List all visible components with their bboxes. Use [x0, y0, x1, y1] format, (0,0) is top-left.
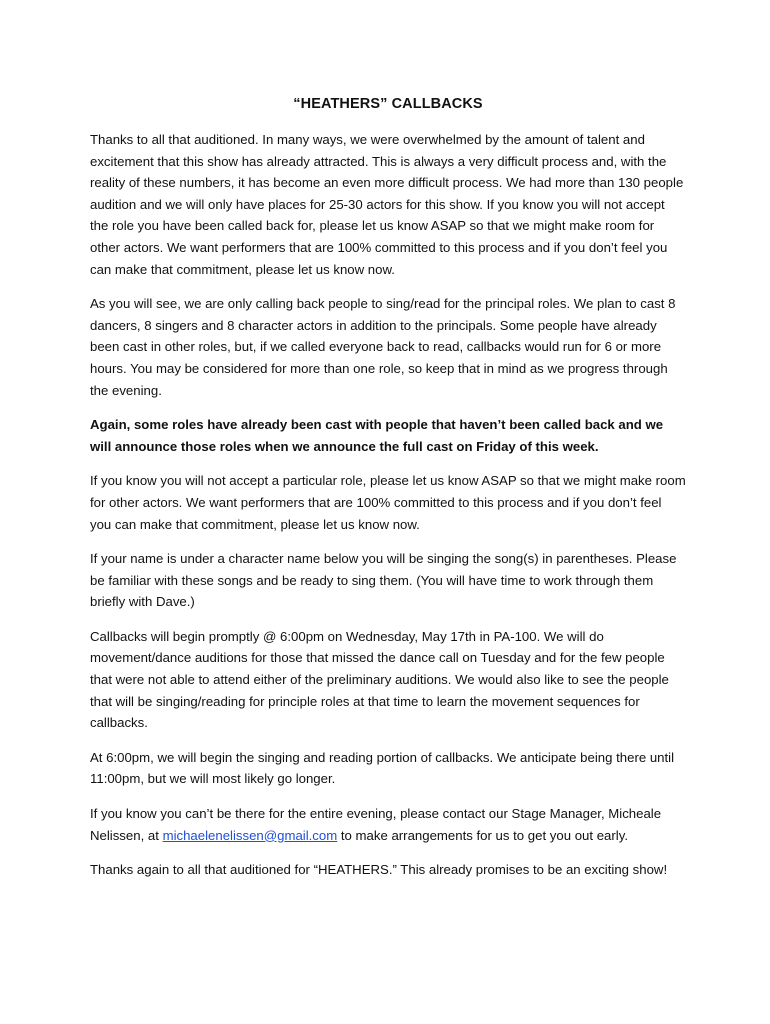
paragraph-schedule: Callbacks will begin promptly @ 6:00pm on Wednesday, May 17th in PA-100. We will do movement/dance auditions for those that missed the dance call on Tuesday and for the few people that were not able to attend either of the preliminary auditions. We would also like to see the people that will be singing/reading for principle roles at that time to learn the movement sequences for callbacks. [90, 628, 669, 731]
paragraph-contact [90, 803, 686, 846]
paragraph-already-cast-notice: Again, some roles have already been cast with people that haven’t been called back and we will announce those roles when we announce the full cast on Friday of this week. [90, 417, 664, 454]
paragraph-closing: Thanks again to all that auditioned for “HEATHERS.” This already promises to be an exciting show! [90, 862, 668, 878]
paragraph-songs: If your name is under a character name below you will be singing the song(s) in parentheses. Please be familiar with these songs and be ready to sing them. (You will have time to work through them briefly with Dave.) [90, 551, 677, 610]
document-title: “HEATHERS” CALLBACKS [293, 96, 483, 112]
paragraph-intro: Thanks to all that auditioned. In many ways, we were overwhelmed by the amount of talent and excitement that this show has already attracted. This is always a very difficult process and, with the reality of these numbers, it has become an even more difficult process. We had more than 130 people audition and we will only have places for 25-30 actors for this show. If you know you will not accept the role you have been called back for, please let us know ASAP so that we might make room for other actors. We want performers that are 100% committed to this process and if you don’t feel you can make that commitment, please let us know now. [90, 132, 684, 277]
paragraph-role-acceptance: If you know you will not accept a particular role, please let us know ASAP so that we might make room for other actors. We want performers that are 100% committed to this process and if you don’t feel you can make that commitment, please let us know now. [90, 473, 686, 532]
contact-text-before: If you know you can’t be there for the entire evening, please contact our Stage Manager, Micheale Nelissen, at [90, 806, 662, 843]
contact-text-after: to make arrangements for us to get you out early. [337, 827, 628, 843]
stage-manager-email-link[interactable]: michaelenelissen@gmail.com [162, 827, 338, 843]
paragraph-casting-plan: As you will see, we are only calling back people to sing/read for the principal roles. We plan to cast 8 dancers, 8 singers and 8 character actors in addition to the principals. Some people have already been cast in other roles, but, if we called everyone back to read, callbacks would run for 6 or more hours. You may be considered for more than one role, so keep that in mind as we progress through the evening. [90, 296, 676, 398]
paragraph-timing: At 6:00pm, we will begin the singing and reading portion of callbacks. We anticipate being there until 11:00pm, but we will most likely go longer. [90, 749, 675, 787]
